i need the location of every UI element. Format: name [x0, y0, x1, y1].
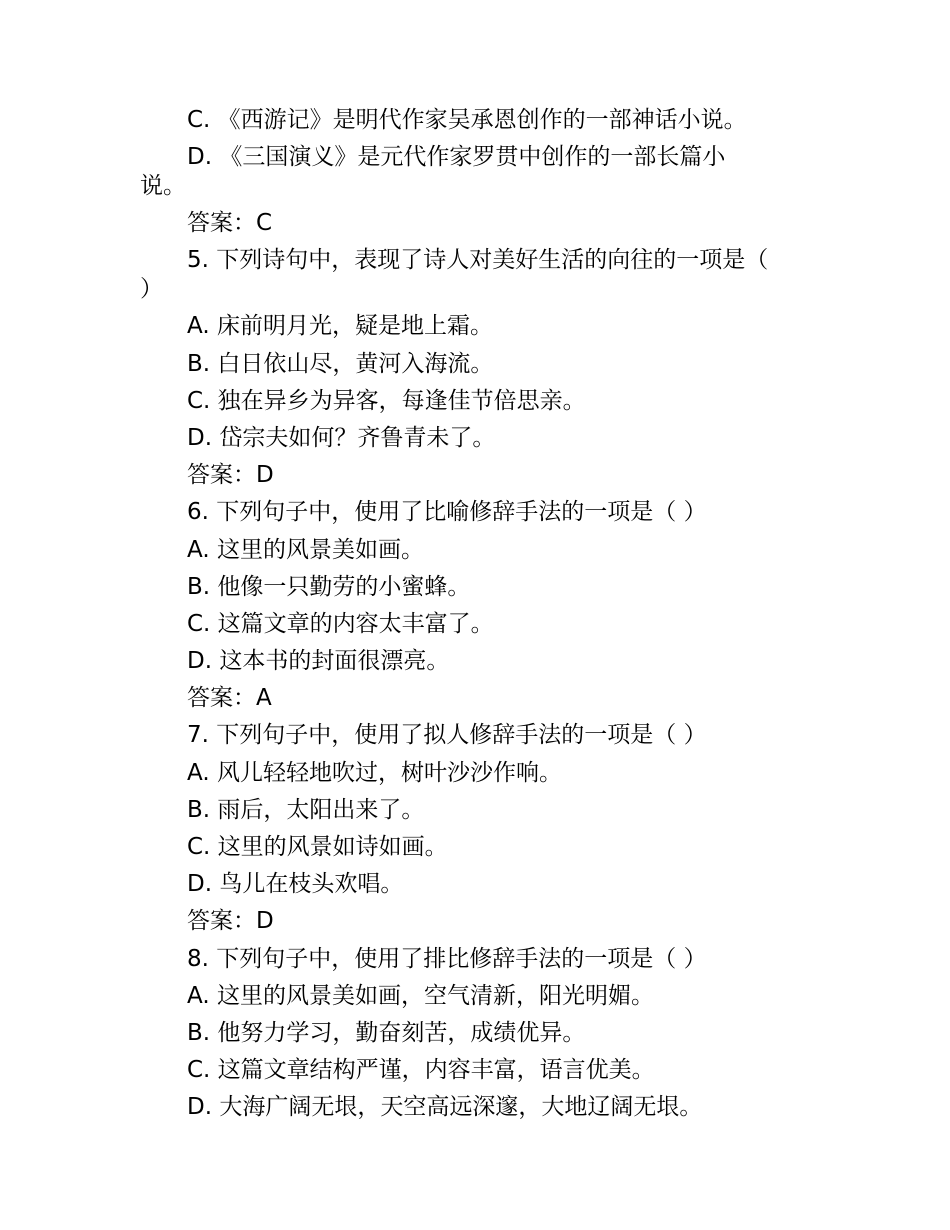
option-d: D. 鸟儿在枝头欢唱。 — [187, 871, 404, 898]
answer: 答案：C — [187, 210, 273, 237]
question-7: 7. 下列句子中，使用了拟人修辞手法的一项是（ ） — [187, 722, 707, 749]
question-6: 6. 下列句子中，使用了比喻修辞手法的一项是（ ） — [187, 499, 707, 526]
option-c: C. 《西游记》是明代作家吴承恩创作的一部神话小说。 — [187, 107, 747, 133]
option-b: B. 雨后，太阳出来了。 — [187, 796, 425, 823]
answer: 答案：D — [187, 462, 274, 489]
answer: 答案：D — [187, 908, 274, 935]
question-8: 8. 下列句子中，使用了排比修辞手法的一项是（ ） — [187, 945, 707, 972]
option-b: B. 他像一只勤劳的小蜜蜂。 — [187, 573, 471, 600]
option-a: A. 这里的风景美如画，空气清新，阳光明媚。 — [187, 982, 654, 1009]
option-d: D. 《三国演义》是元代作家罗贯中创作的一部长篇小说。 — [140, 144, 726, 200]
question-5: 5. 下列诗句中，表现了诗人对美好生活的向往的一项是（ ） — [140, 247, 769, 303]
option-b: B. 他努力学习，勤奋刻苦，成绩优异。 — [187, 1019, 586, 1046]
option-d: D. 大海广阔无垠，天空高远深邃，大地辽阔无垠。 — [187, 1094, 703, 1121]
option-c: C. 独在异乡为异客，每逢佳节倍思亲。 — [187, 387, 586, 414]
document-body — [140, 102, 830, 1127]
option-b: B. 白日依山尽，黄河入海流。 — [187, 350, 494, 377]
answer: 答案：A — [187, 685, 272, 712]
option-a: A. 这里的风景美如画。 — [187, 536, 424, 563]
option-c: C. 这篇文章的内容太丰富了。 — [187, 610, 494, 637]
option-d: D. 这本书的封面很漂亮。 — [187, 648, 450, 675]
option-c: C. 这里的风景如诗如画。 — [187, 834, 448, 860]
option-c: C. 这篇文章结构严谨，内容丰富，语言优美。 — [187, 1057, 655, 1084]
option-d: D. 岱宗夫如何？齐鲁青未了。 — [187, 424, 496, 451]
option-a: A. 风儿轻轻地吹过，树叶沙沙作响。 — [187, 759, 562, 786]
option-a: A. 床前明月光，疑是地上霜。 — [187, 313, 493, 340]
